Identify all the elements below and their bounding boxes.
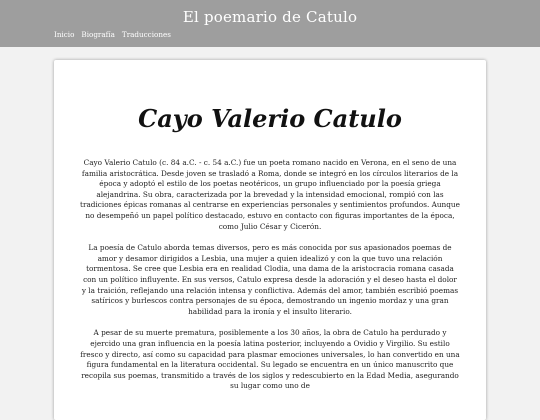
nav-link-biografia[interactable]: Biografía — [81, 30, 115, 39]
site-title: El poemario de Catulo — [182, 8, 358, 26]
biography-paragraph: A pesar de su muerte prematura, posiblemente a los 30 años, la obra de Catulo ha perdurado y ejercido una gran influencia en la poesía latina posterior, incluyendo a Ovidio y Virgilio. Su estilo fresco y directo, así como su capacidad para plasmar emociones universales, lo han convertido en una figura fundamental en la literatura occidental. Su legado se encuentra en un único manuscrito que recopila sus poemas, transmitido a través de los siglos y redescubierto en la Edad Media, asegurando su lugar como uno de — [80, 328, 460, 391]
main-nav — [54, 30, 171, 39]
content-card — [54, 60, 486, 420]
nav-link-traducciones[interactable]: Traducciones — [121, 30, 171, 39]
nav-link-inicio[interactable]: Inicio — [54, 30, 75, 39]
top-navigation-bar — [0, 0, 540, 47]
biography-paragraph: Cayo Valerio Catulo (c. 84 a.C. - c. 54 a.C.) fue un poeta romano nacido en Verona, en el seno de una familia aristocrática. Desde joven se trasladó a Roma, donde se integró en los círculos literarios de la época y adoptó el estilo de los poetas neotéricos, un grupo influenciado por la poesía griega alejandrina. Su obra, caracterizada por la brevedad y la intensidad emocional, rompió con las tradiciones épicas romanas al centrarse en experiencias personales y sentimientos profundos. Aunque no desempeñó un papel político destacado, estuvo en contacto con figuras importantes de la época, como Julio César y Cicerón. — [80, 158, 460, 231]
page-heading: Cayo Valerio Catulo — [138, 104, 402, 134]
biography-paragraph: La poesía de Catulo aborda temas diversos, pero es más conocida por sus apasionados poemas de amor y desamor dirigidos a Lesbia, una mujer a quien idealizó y con la que tuvo una relación tormentosa. Se cree que Lesbia era en realidad Clodia, una dama de la aristocracia romana casada con un político influyente. En sus versos, Catulo expresa desde la adoración y el deseo hasta el dolor y la traición, reflejando una relación intensa y conflictiva. Además del amor, también escribió poemas satíricos y burlescos contra personajes de su época, demostrando un ingenio mordaz y una gran habilidad para la ironía y el insulto literario. — [81, 243, 459, 316]
biography-text — [80, 158, 460, 403]
